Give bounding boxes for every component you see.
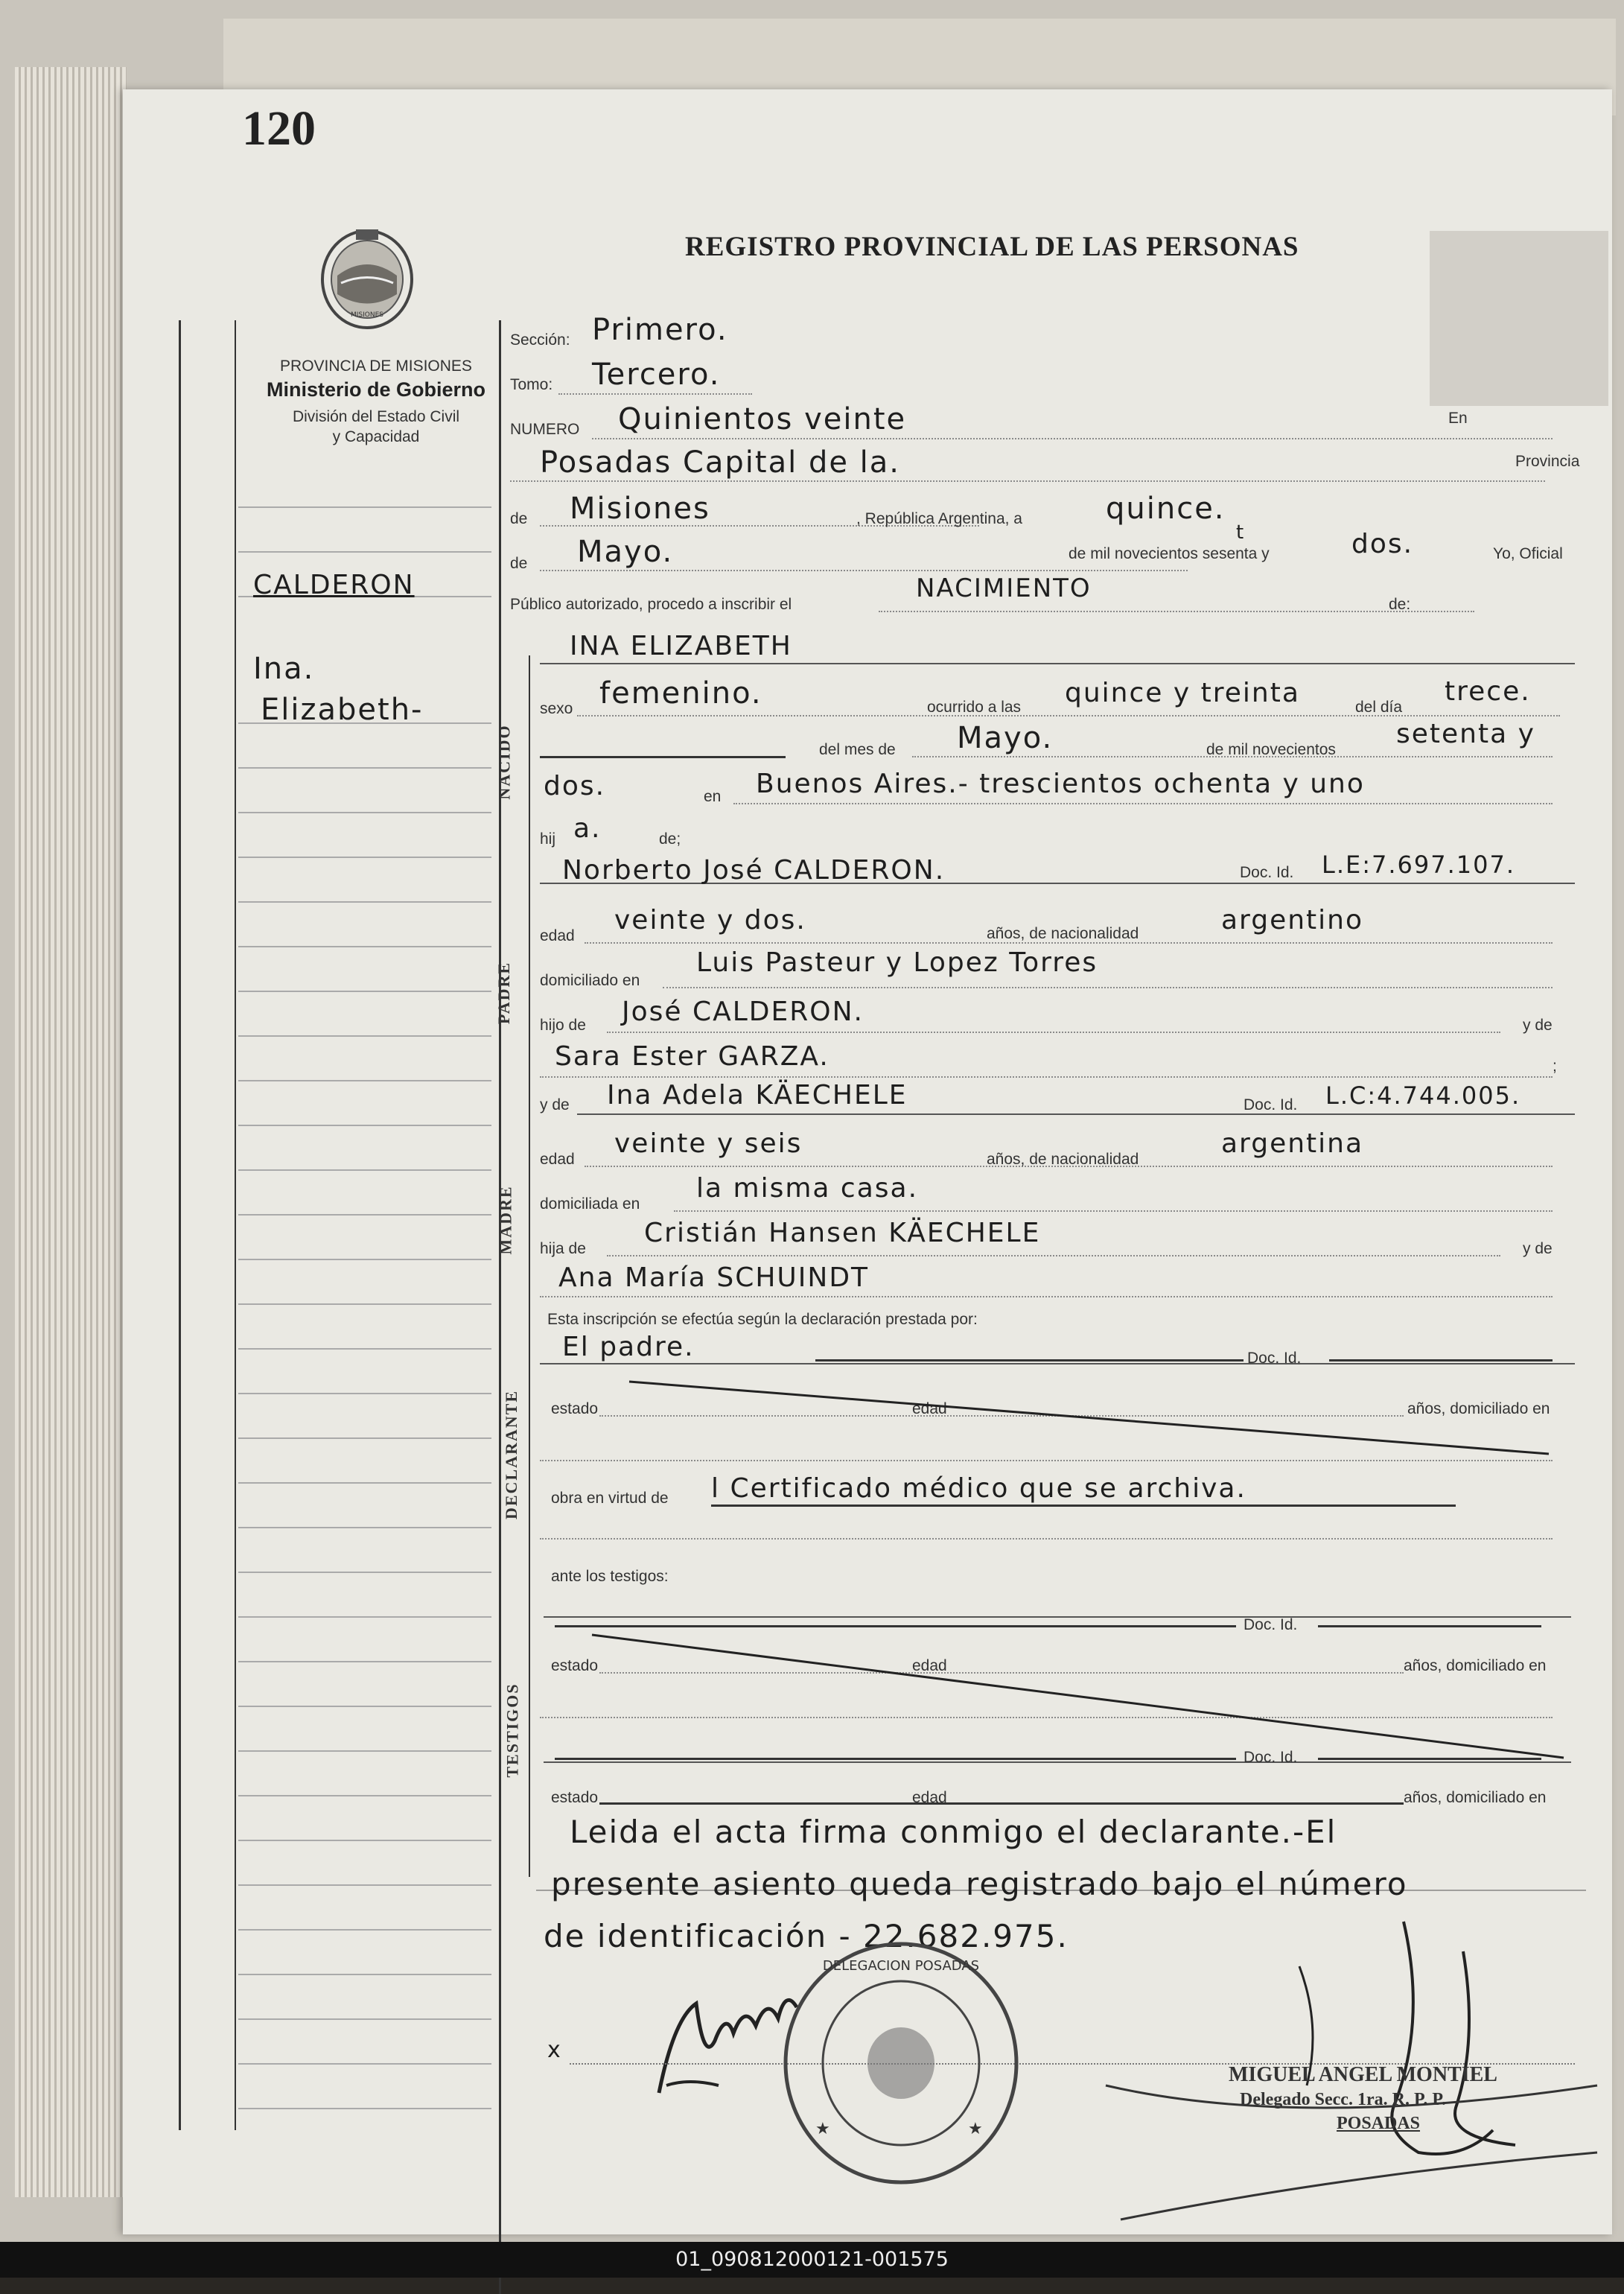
ministry-name: Ministerio de Gobierno: [266, 378, 486, 401]
value-month: Mayo.: [577, 535, 674, 569]
closing-line-2: presente asiento queda registrado bajo el número: [551, 1866, 1408, 1902]
label-testigo2-edad: edad: [912, 1789, 947, 1806]
birth-day: trece.: [1445, 676, 1531, 707]
closing-line-1: Leida el acta firma conmigo el declarante.-El: [570, 1814, 1337, 1850]
label-father-doc: Doc. Id.: [1240, 864, 1294, 881]
year-correction-mark: t: [1236, 521, 1246, 544]
mother-doc: L.C:4.744.005.: [1325, 1081, 1521, 1110]
seal-text: MISIONES: [350, 311, 384, 319]
label-publico: Público autorizado, procedo a inscribir el: [510, 596, 792, 613]
section-label-madre: MADRE: [496, 1185, 515, 1255]
label-dia: del día: [1355, 699, 1403, 716]
label-father-nacionalidad: años, de nacionalidad: [987, 925, 1139, 942]
mother-father: Cristián Hansen KÄECHELE: [644, 1218, 1041, 1248]
margin-given-name-2: Elizabeth-: [261, 693, 424, 727]
label-mil-nacido: de mil novecientos: [1206, 741, 1336, 758]
father-semicolon: ;: [1553, 1058, 1557, 1075]
official-city: POSADAS: [1337, 2114, 1421, 2133]
value-act: NACIMIENTO: [916, 574, 1092, 603]
label-testigo2-doc: Doc. Id.: [1244, 1749, 1298, 1766]
label-en: En: [1448, 410, 1468, 427]
label-de-month: de: [510, 555, 528, 572]
label-republica: , República Argentina, a: [856, 510, 1022, 527]
label-testigo1-edad: edad: [912, 1657, 947, 1674]
label-oficial: Yo, Oficial: [1493, 545, 1563, 562]
birth-year-1: setenta y: [1396, 719, 1535, 749]
stamp-star-left: ★: [815, 2119, 830, 2138]
label-sexo: sexo: [540, 700, 573, 717]
image-id-footer: 01_090812000121-001575: [0, 2242, 1624, 2278]
label-testigo2-estado: estado: [551, 1789, 599, 1806]
mother-mother: Ana María SCHUINDT: [558, 1262, 870, 1293]
value-seccion: Primero.: [592, 313, 728, 347]
closing-line-3: de identificación - 22.682.975.: [544, 1918, 1069, 1954]
label-numero: NUMERO: [510, 421, 580, 438]
register-page: [123, 89, 1612, 2234]
declarante-intro: Esta inscripción se efectúa según la declaración prestada por:: [547, 1311, 978, 1328]
mother-nationality: argentina: [1221, 1128, 1364, 1159]
label-mother-yde: y de: [1523, 1240, 1553, 1257]
value-province: Misiones: [570, 492, 710, 526]
value-day: quince.: [1106, 492, 1226, 526]
margin-surname: CALDERON: [253, 570, 415, 600]
label-father-domicilio: domiciliado en: [540, 972, 640, 989]
folio-number: 120: [242, 101, 316, 156]
father-nationality: argentino: [1221, 905, 1364, 935]
declarante-obra: l Certificado médico que se archiva.: [711, 1473, 1246, 1504]
label-de-act: de:: [1389, 596, 1411, 613]
province-name: PROVINCIA DE MISIONES: [280, 358, 472, 375]
birth-time: quince y treinta: [1065, 678, 1300, 708]
label-testigo1-doc: Doc. Id.: [1244, 1616, 1298, 1633]
section-label-testigos: TESTIGOS: [503, 1683, 522, 1778]
label-mother-nacionalidad: años, de nacionalidad: [987, 1151, 1139, 1168]
father-age: veinte y dos.: [614, 905, 806, 935]
label-testigo1-estado: estado: [551, 1657, 599, 1674]
label-declarante-estado: estado: [551, 1400, 599, 1417]
official-role: Delegado Secc. 1ra. R. P. P.: [1240, 2090, 1446, 2109]
father-mother: Sara Ester GARZA.: [555, 1041, 829, 1072]
label-tomo: Tomo:: [510, 376, 553, 393]
official-stamp-icon: [778, 1936, 1024, 2190]
label-en-nacido: en: [704, 788, 722, 805]
label-mother-edad: edad: [540, 1151, 575, 1168]
official-name: MIGUEL ANGEL MONTIEL: [1229, 2063, 1497, 2086]
label-mother-hija: hija de: [540, 1240, 586, 1257]
label-mes: del mes de: [819, 741, 896, 758]
mother-age: veinte y seis: [614, 1128, 803, 1159]
section-label-nacido: NACIDO: [494, 724, 514, 800]
page-title: REGISTRO PROVINCIAL DE LAS PERSONAS: [685, 232, 1299, 262]
father-father: José CALDERON.: [622, 997, 864, 1027]
stamp-text: DELEGACION POSADAS: [822, 1958, 980, 1974]
label-declarante-anos: años, domiciliado en: [1407, 1400, 1550, 1417]
page-stack-edge: [15, 67, 127, 2197]
margin-given-name-1: Ina.: [253, 652, 315, 686]
label-mother-domicilio: domiciliada en: [540, 1195, 640, 1213]
label-father-edad: edad: [540, 927, 575, 944]
label-hij: hij: [540, 830, 556, 848]
label-de-hij: de;: [659, 830, 681, 848]
birth-month: Mayo.: [957, 721, 1054, 755]
birth-place: Buenos Aires.- trescientos ochenta y uno: [756, 769, 1365, 799]
stamp-star-right: ★: [968, 2119, 983, 2138]
mother-address: la misma casa.: [696, 1173, 919, 1204]
father-doc: L.E:7.697.107.: [1322, 851, 1516, 879]
label-declarante-edad: edad: [912, 1400, 947, 1417]
label-testigo1-anos: años, domiciliado en: [1404, 1657, 1547, 1674]
label-testigo2-anos: años, domiciliado en: [1404, 1789, 1547, 1806]
label-madre-yde: y de: [540, 1096, 570, 1113]
child-name: INA ELIZABETH: [570, 631, 792, 661]
signature-x-mark: x: [547, 2037, 562, 2063]
label-mil-novecientos: de mil novecientos sesenta y: [1069, 545, 1270, 562]
value-numero: Quinientos veinte: [618, 402, 907, 436]
label-declarante-obra: obra en virtud de: [551, 1490, 669, 1507]
value-year: dos.: [1351, 529, 1414, 559]
label-father-hijo: hijo de: [540, 1017, 586, 1034]
division-line-1: División del Estado Civil: [292, 408, 460, 425]
child-sex: femenino.: [599, 676, 762, 711]
label-de-province: de: [510, 510, 528, 527]
label-mother-doc: Doc. Id.: [1244, 1096, 1298, 1113]
section-label-declarante: DECLARANTE: [502, 1389, 521, 1520]
mother-name: Ina Adela KÄECHELE: [607, 1080, 908, 1111]
division-line-2: y Capacidad: [332, 428, 420, 445]
label-ocurrido: ocurrido a las: [927, 699, 1022, 716]
label-declarante-doc: Doc. Id.: [1247, 1350, 1302, 1367]
section-label-padre: PADRE: [494, 961, 514, 1025]
label-seccion: Sección:: [510, 331, 570, 349]
hij-suffix: a.: [573, 813, 602, 844]
label-father-yde: y de: [1523, 1017, 1553, 1034]
father-name: Norberto José CALDERON.: [562, 855, 946, 886]
birth-year-2: dos.: [544, 771, 606, 801]
value-tomo: Tercero.: [592, 358, 721, 392]
label-provincia: Provincia: [1515, 453, 1580, 470]
declarante-who: El padre.: [562, 1332, 695, 1362]
value-place: Posadas Capital de la.: [540, 445, 900, 480]
label-ante-testigos: ante los testigos:: [551, 1568, 669, 1585]
father-address: Luis Pasteur y Lopez Torres: [696, 947, 1098, 978]
